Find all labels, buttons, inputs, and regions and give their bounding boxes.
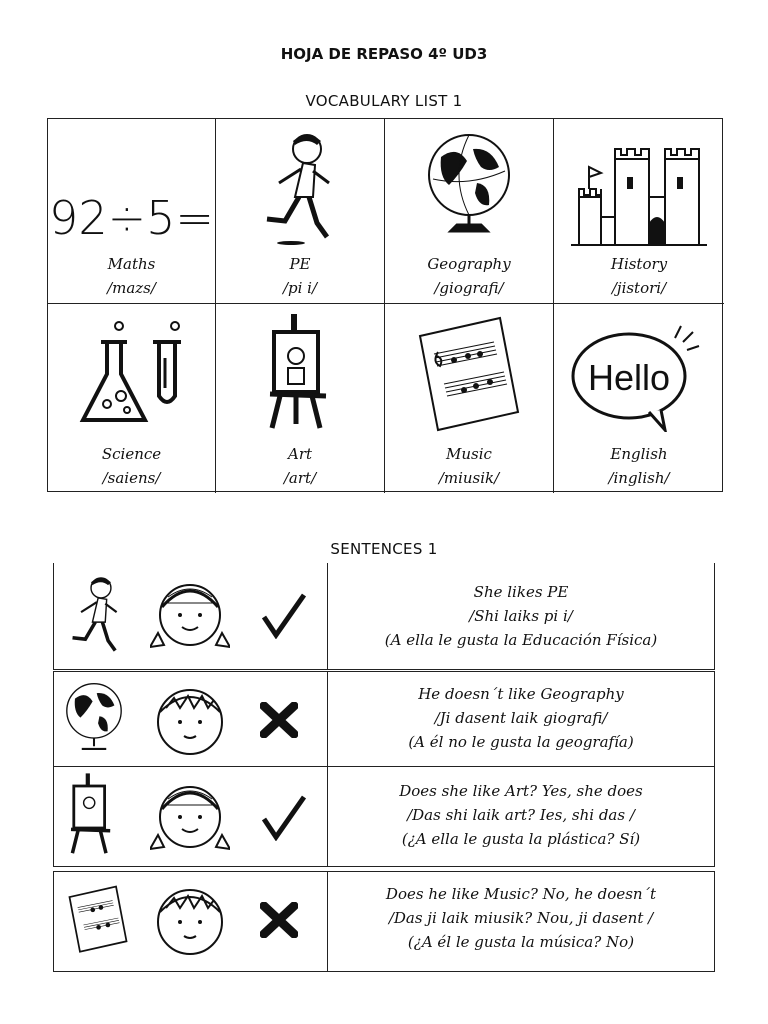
globe-icon xyxy=(60,678,128,760)
running-boy-icon xyxy=(64,569,128,661)
sentence-text xyxy=(328,882,714,954)
running-boy-icon xyxy=(255,127,345,247)
sentence-translation: (¿A él le gusta la música? No) xyxy=(407,933,635,951)
vocab-card xyxy=(554,119,724,304)
vocab-pronunciation: /saiens/ xyxy=(102,469,161,487)
vocab-pronunciation: /inglish/ xyxy=(608,469,670,487)
boy-face-icon xyxy=(150,682,230,758)
sentence-english: Does she like Art? Yes, she does xyxy=(399,782,643,800)
vocab-word: History xyxy=(610,255,668,273)
vocab-word: PE xyxy=(289,255,311,273)
sentence-pronunciation: /Das ji laik miusik? Nou, ji dasent / xyxy=(388,909,654,927)
vocab-word: Music xyxy=(446,445,492,463)
sentence-pronunciation: /Das shi laik art? Ies, shi das / xyxy=(407,806,635,824)
speech-bubble-text: Hello xyxy=(587,357,671,398)
vocab-card xyxy=(554,304,724,493)
vocab-pronunciation: /pi i/ xyxy=(282,279,318,297)
sentence-translation: (¿A ella le gusta la plástica? Sí) xyxy=(401,830,641,848)
sentence-row xyxy=(53,767,715,867)
easel-icon xyxy=(64,771,120,857)
vocab-pronunciation: /miusik/ xyxy=(438,469,500,487)
vocab-word: Maths xyxy=(107,255,156,273)
sentence-text xyxy=(328,682,714,754)
check-mark-icon xyxy=(260,591,306,639)
boy-face-icon xyxy=(150,882,230,958)
vocab-word: Geography xyxy=(427,255,511,273)
sentence-text xyxy=(328,779,714,851)
page-title: HOJA DE REPASO 4º UD3 xyxy=(280,45,488,63)
sentence-row xyxy=(53,563,715,670)
sentence-pronunciation: /Shi laiks pi i/ xyxy=(469,607,573,625)
girl-face-icon xyxy=(150,779,230,855)
vocab-grid xyxy=(47,118,723,492)
sentences-heading: SENTENCES 1 xyxy=(330,540,438,558)
music-sheet-icon xyxy=(66,880,130,956)
vocab-heading: VOCABULARY LIST 1 xyxy=(305,92,463,110)
speech-bubble-icon xyxy=(569,312,709,432)
sentence-pronunciation: /Ji dasent laik giografi/ xyxy=(434,709,608,727)
vocab-card xyxy=(216,304,385,493)
vocab-pronunciation: /art/ xyxy=(283,469,317,487)
vocab-card xyxy=(385,119,554,304)
sentence-row xyxy=(53,671,715,767)
flask-icon xyxy=(67,312,197,432)
sentence-row xyxy=(53,871,715,972)
vocab-pronunciation: /giografi/ xyxy=(434,279,504,297)
easel-icon xyxy=(260,312,340,432)
globe-icon xyxy=(419,127,519,247)
sentence-translation: (A ella le gusta la Educación Física) xyxy=(384,631,658,649)
vocab-pronunciation: /jistori/ xyxy=(611,279,667,297)
music-sheet-icon xyxy=(414,312,524,432)
cross-mark-icon xyxy=(260,902,298,938)
girl-face-icon xyxy=(150,577,230,653)
vocab-word: Art xyxy=(287,445,313,463)
sentence-english: Does he like Music? No, he doesn´t xyxy=(385,885,657,903)
division-icon: 92÷5= xyxy=(49,191,214,245)
vocab-word: Science xyxy=(101,445,162,463)
vocab-pronunciation: /mazs/ xyxy=(107,279,156,297)
vocab-card xyxy=(48,119,216,304)
cross-mark-icon xyxy=(260,702,298,738)
vocab-card xyxy=(48,304,216,493)
sentence-text xyxy=(328,580,714,652)
check-mark-icon xyxy=(260,793,306,841)
sentence-translation: (A él no le gusta la geografía) xyxy=(408,733,634,751)
vocab-card xyxy=(385,304,554,493)
vocab-word: English xyxy=(610,445,668,463)
vocab-card xyxy=(216,119,385,304)
sentence-english: He doesn´t like Geography xyxy=(418,685,624,703)
sentence-english: She likes PE xyxy=(473,583,569,601)
castle-icon xyxy=(569,127,709,247)
